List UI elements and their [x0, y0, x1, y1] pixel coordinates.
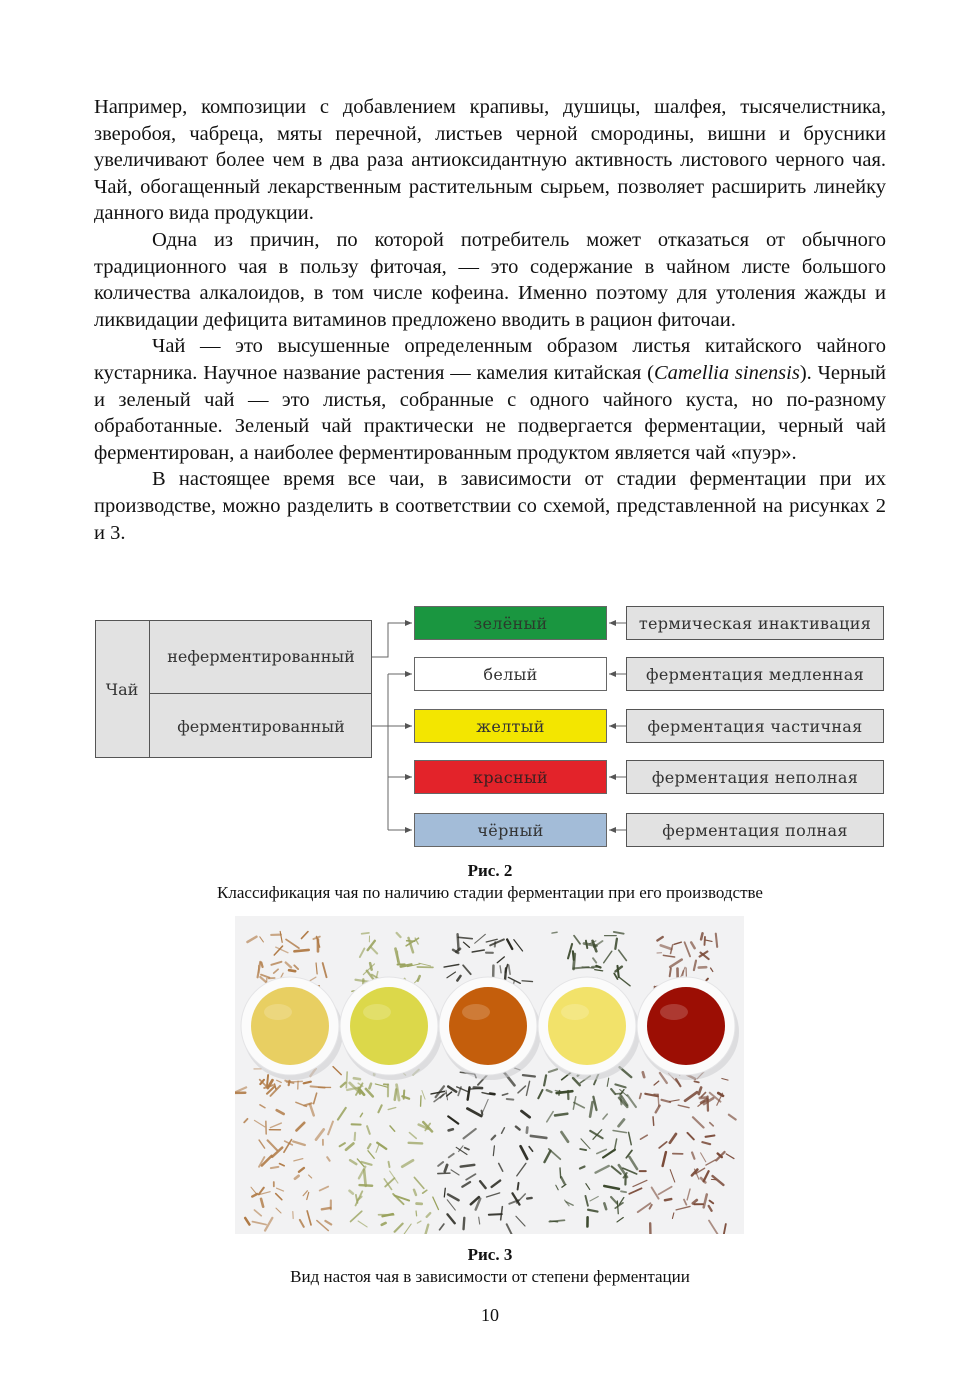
paragraph-3-before: Чай — это высушенные определенным образом листья китайского чайного кустарника. Научное название растения — камелия китайская (	[94, 335, 886, 384]
leaf-pile-1	[235, 931, 341, 1230]
process-box-4: ферментация неполная	[626, 760, 884, 794]
paragraph-3-after: ). Черный и зеленый чай — это листья, собранные с одного чайного куста, но по-разному обработанные. Зеленый чай практически не подвергается ферментации, черный чай ферментирован, а наиболее ферментированным продуктом является чай «пуэр».	[94, 361, 886, 464]
group-nonfermented: неферментированный	[149, 620, 372, 694]
connector-nonfermented	[372, 623, 412, 657]
paragraph-2: Одна из причин, по которой потребитель может отказаться от обычного традиционного чая в пользу фиточая, — это содержание в чайном листе большого количества алкалоидов, в том числе кофеина. Именно поэтому для утоления жажды и ликвидации дефицита витаминов предложено вводить в рацион фиточаи.	[94, 228, 886, 331]
tea-box-green: зелёный	[414, 606, 607, 640]
process-box-2: ферментация медленная	[626, 657, 884, 691]
tea-box-white: белый	[414, 657, 607, 691]
page-number: 10	[481, 1305, 499, 1325]
paragraph-1: Например, композиции с добавлением крапивы, душицы, шалфея, тысячелистника, зверобоя, чабреца, мяты перечной, листьев черной смородины, вишни и брусники увеличивают более чем в два раза антиоксидантную активность листового черного чая. Чай, обогащенный лекарственным растительным сырьем, позволяет расширить линейку данного вида продукции.	[94, 96, 886, 225]
cup-3	[439, 977, 541, 1080]
process-box-1: термическая инактивация	[626, 606, 884, 640]
figure-3-label: Рис. 3	[467, 1245, 513, 1264]
figure-2-label: Рис. 2	[467, 861, 513, 880]
cup-2	[340, 977, 442, 1080]
cup-1	[241, 977, 343, 1080]
tea-cups-illustration	[235, 916, 744, 1234]
process-box-5: ферментация полная	[626, 813, 884, 847]
tea-box-black: чёрный	[414, 813, 607, 847]
cup-5	[637, 977, 739, 1080]
cup-4	[538, 977, 640, 1080]
process-box-3: ферментация частичная	[626, 709, 884, 743]
tea-box-red: красный	[414, 760, 607, 794]
tea-cups-photo	[235, 916, 744, 1234]
tea-box-yellow: желтый	[414, 709, 607, 743]
diagram-root: Чай	[105, 679, 139, 699]
paragraph-4: В настоящее время все чаи, в зависимости от стадии ферментации при их производстве, можно разделить в соответствии со схемой, представленной на рисунках 2 и 3.	[94, 468, 886, 544]
figure-3-caption: Вид настоя чая в зависимости от степени ферментации	[290, 1267, 690, 1286]
group-fermented: ферментированный	[149, 694, 372, 758]
latin-name: Camellia sinensis	[653, 361, 800, 384]
figure-2-caption: Классификация чая по наличию стадии ферментации при его производстве	[217, 883, 763, 902]
